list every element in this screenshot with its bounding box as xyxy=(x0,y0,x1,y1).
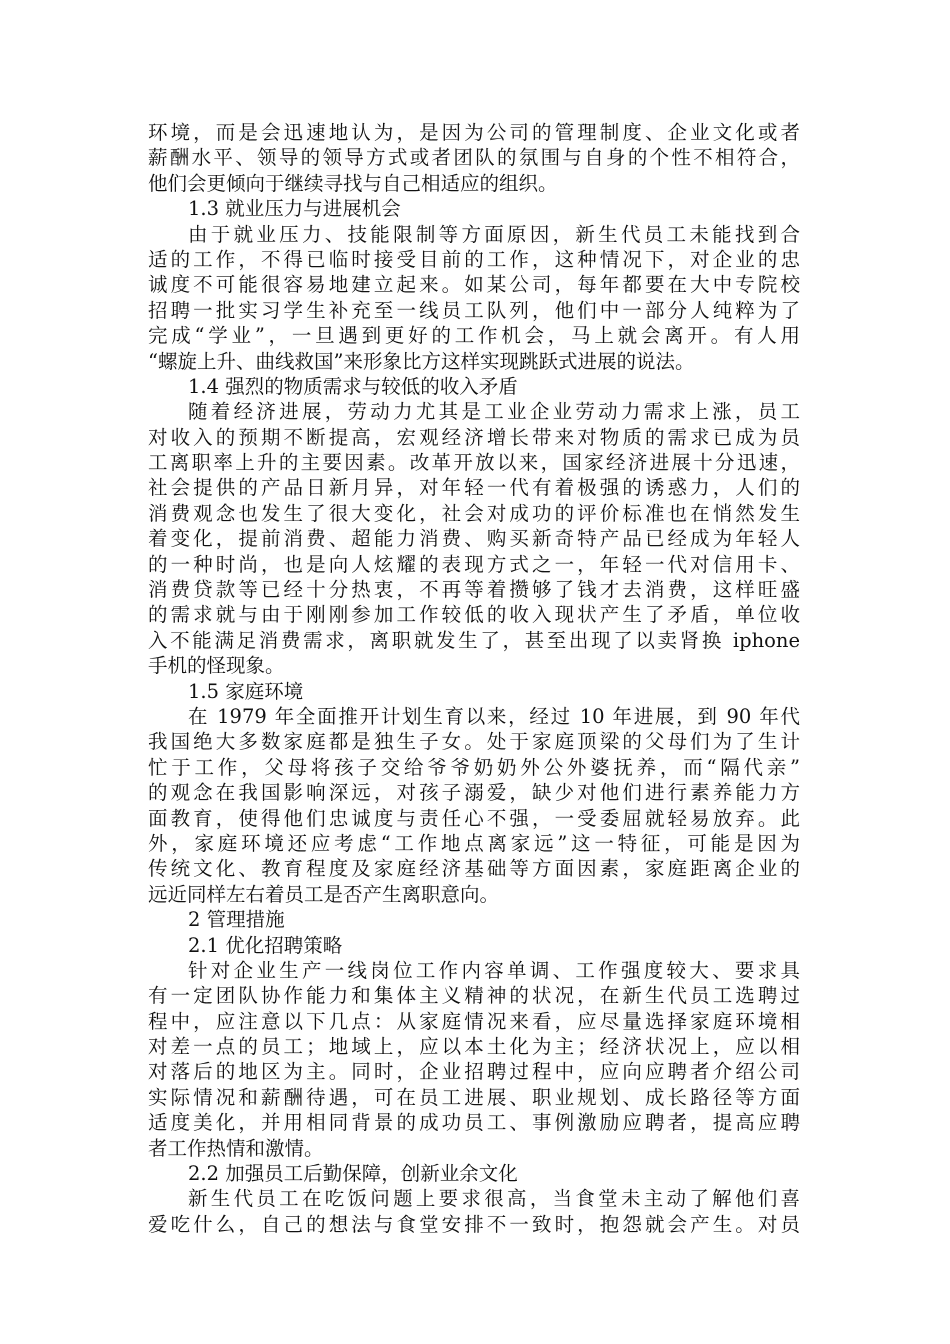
text-line: 由于就业压力、技能限制等方面原因，新生代员工未能找到合 xyxy=(188,222,800,246)
text-line: 对落后的地区为主。同时，企业招聘过程中，应向应聘者介绍公司 xyxy=(148,1060,800,1084)
text-line: 对收入的预期不断提高，宏观经济增长带来对物质的需求已成为员 xyxy=(148,425,800,449)
text-line: 完成“学业”，一旦遇到更好的工作机会，马上就会离开。有人用 xyxy=(148,324,800,348)
text-line: 远近同样左右着员工是否产生离职意向。 xyxy=(148,882,500,906)
text-line: 的观念在我国影响深远，对孩子溺爱，缺少对他们进行素养能力方 xyxy=(148,781,800,805)
text-line: 1.4 强烈的物质需求与较低的收入矛盾 xyxy=(188,374,518,398)
text-line: 实际情况和薪酬待遇，可在员工进展、职业规划、成长路径等方面 xyxy=(148,1085,800,1109)
text-line: 招聘一批实习学生补充至一线员工队列，他们中一部分人纯粹为了 xyxy=(148,298,800,322)
text-line: 薪酬水平、领导的领导方式或者团队的氛围与自身的个性不相符合， xyxy=(148,146,800,170)
text-line: 1.3 就业压力与进展机会 xyxy=(188,197,401,221)
text-line: 的一种时尚，也是向人炫耀的表现方式之一，年轻一代对信用卡、 xyxy=(148,552,800,576)
text-line: 诚度不可能很容易地建立起来。如某公司，每年都要在大中专院校 xyxy=(148,273,800,297)
text-line: 程中，应注意以下几点：从家庭情况来看，应尽量选择家庭环境相 xyxy=(148,1009,800,1033)
text-line: 1.5 家庭环境 xyxy=(188,679,304,703)
text-line: 他们会更倾向于继续寻找与自己相适应的组织。 xyxy=(148,171,558,195)
text-line: 环境，而是会迅速地认为，是因为公司的管理制度、企业文化或者 xyxy=(148,121,800,144)
text-line: 的需求就与由于刚刚参加工作较低的收入现状产生了矛盾，单位收 xyxy=(148,603,800,627)
text-line: 我国绝大多数家庭都是独生子女。处于家庭顶梁的父母们为了生计 xyxy=(148,730,800,754)
text-line: 2.1 优化招聘策略 xyxy=(188,933,343,957)
text-line: 消费观念也发生了很大变化，社会对成功的评价标准也在悄然发生 xyxy=(148,501,800,525)
text-line: 爱吃什么，自己的想法与食堂安排不一致时，抱怨就会产生。对员 xyxy=(148,1212,800,1236)
text-line: 2.2 加强员工后勤保障，创新业余文化 xyxy=(188,1162,518,1186)
text-line: 适的工作，不得已临时接受目前的工作，这种情况下，对企业的忠 xyxy=(148,247,800,271)
text-line: 着变化，提前消费、超能力消费、购买新奇特产品已经成为年轻人 xyxy=(148,527,800,551)
text-line: 社会提供的产品日新月异，对年轻一代有着极强的诱惑力，人们的 xyxy=(148,476,800,500)
text-line: 手机的怪现象。 xyxy=(148,654,285,678)
text-line: 忙于工作，父母将孩子交给爷爷奶奶外公外婆抚养，而“隔代亲” xyxy=(148,755,800,779)
text-line: 随着经济进展，劳动力尤其是工业企业劳动力需求上涨，员工 xyxy=(188,400,800,424)
text-line: 外，家庭环境还应考虑“工作地点离家远”这一特征，可能是因为 xyxy=(148,831,800,855)
text-line: 针对企业生产一线岗位工作内容单调、工作强度较大、要求具 xyxy=(188,958,800,982)
text-line: 工离职率上升的主要因素。改革开放以来，国家经济进展十分迅速， xyxy=(148,451,800,475)
document-body xyxy=(148,120,800,1237)
text-line: “螺旋上升、曲线救国”来形象比方这样实现跳跃式进展的说法。 xyxy=(148,349,695,373)
text-line: 有一定团队协作能力和集体主义精神的状况，在新生代员工选聘过 xyxy=(148,984,800,1008)
text-line: 消费贷款等已经十分热衷，不再等着攒够了钱才去消费，这样旺盛 xyxy=(148,578,800,602)
text-line: 新生代员工在吃饭问题上要求很高，当食堂未主动了解他们喜 xyxy=(188,1187,800,1211)
text-line: 传统文化、教育程度及家庭经济基础等方面因素，家庭距离企业的 xyxy=(148,857,800,881)
text-line: 对差一点的员工；地域上，应以本土化为主；经济状况上，应以相 xyxy=(148,1035,800,1059)
text-line: 在 1979 年全面推开计划生育以来，经过 10 年进展，到 90 年代 xyxy=(188,704,800,728)
text-line: 2 管理措施 xyxy=(188,908,285,932)
text-line: 者工作热情和激情。 xyxy=(148,1136,324,1160)
text-line: 入不能满足消费需求，离职就发生了，甚至出现了以卖肾换 iphone xyxy=(148,628,800,652)
text-line: 适度美化，并用相同背景的成功员工、事例激励应聘者，提高应聘 xyxy=(148,1111,800,1135)
text-line: 面教育，使得他们忠诚度与责任心不强，一受委屈就轻易放弃。此 xyxy=(148,806,800,830)
